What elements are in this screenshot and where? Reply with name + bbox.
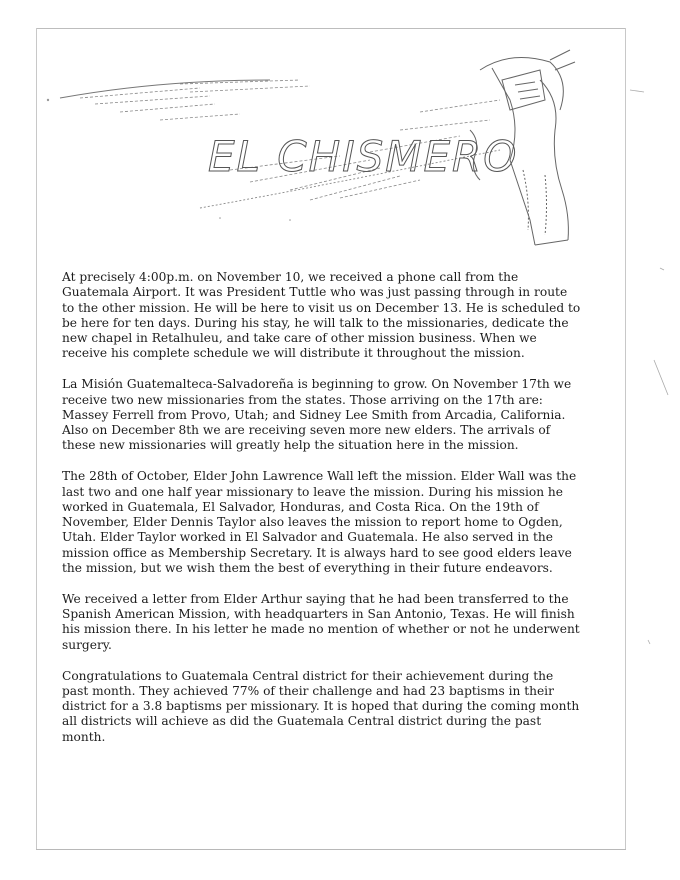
paragraph-departing-elders: The 28th of October, Elder John Lawrence Wall left the mission. Elder Wall was the last two and one half year missionary to leave the mission. During his mission he worked in Guatemala, El Salvador, Honduras, and Costa Rica. On the 19th of November, Elder Dennis Taylor also leaves the mission to report home to Ogden, Utah. Elder Taylor worked in El Salvador and Guatemala. He also served in the mission office as Membership Secretary. It is always hard to see good elders leave the mission, but we wish them the best of everything in their future endeavors. bbox=[62, 469, 577, 576]
page-border-bottom bbox=[36, 849, 626, 850]
page-border-left bbox=[36, 28, 37, 850]
paragraph-president-visit: At precisely 4:00p.m. on November 10, we received a phone call from the Guatemala Airport. It was President Tuttle who was just passing through in route to the other mission. He will be here to visit us on December 13. He is scheduled to be here for ten days. During his stay, he will talk to the missionaries, dedicate the new chapel in Retalhuleu, and take care of other mission business. When we receive his complete schedule we will distribute it throughout the mission. bbox=[62, 270, 581, 361]
paragraph-elder-arthur: We received a letter from Elder Arthur saying that he had been transferred to the Spanish American Mission, with headquarters in San Antonio, Texas. He will finish his mission there. In his letter he made no mention of whether or not he underwent surgery. bbox=[62, 591, 580, 652]
masthead bbox=[40, 40, 630, 255]
paragraph-congratulations: Congratulations to Guatemala Central district for their achievement during the past month. They achieved 77% of their challenge and had 23 baptisms in their district for a 3.8 baptisms per missionary. It is hoped that during the coming month all districts will achieve as did the Guatemala Central district during the past month. bbox=[62, 668, 580, 744]
paragraph-new-missionaries: La Misión Guatemalteca-Salvadoreña is beginning to grow. On November 17th we receive two new missionaries from the states. Those arriving on the 17th are: Massey Ferrell from Provo, Utah; and Sidney Lee Smith from Arcadia, California. Also on December 8th we are receiving seven more new elders. The arrivals of these new missionaries will greatly help the situation here in the mission. bbox=[62, 377, 572, 453]
page-border-top bbox=[36, 28, 626, 29]
article-body bbox=[62, 270, 582, 761]
newsletter-title: EL CHISMERO bbox=[208, 132, 519, 181]
